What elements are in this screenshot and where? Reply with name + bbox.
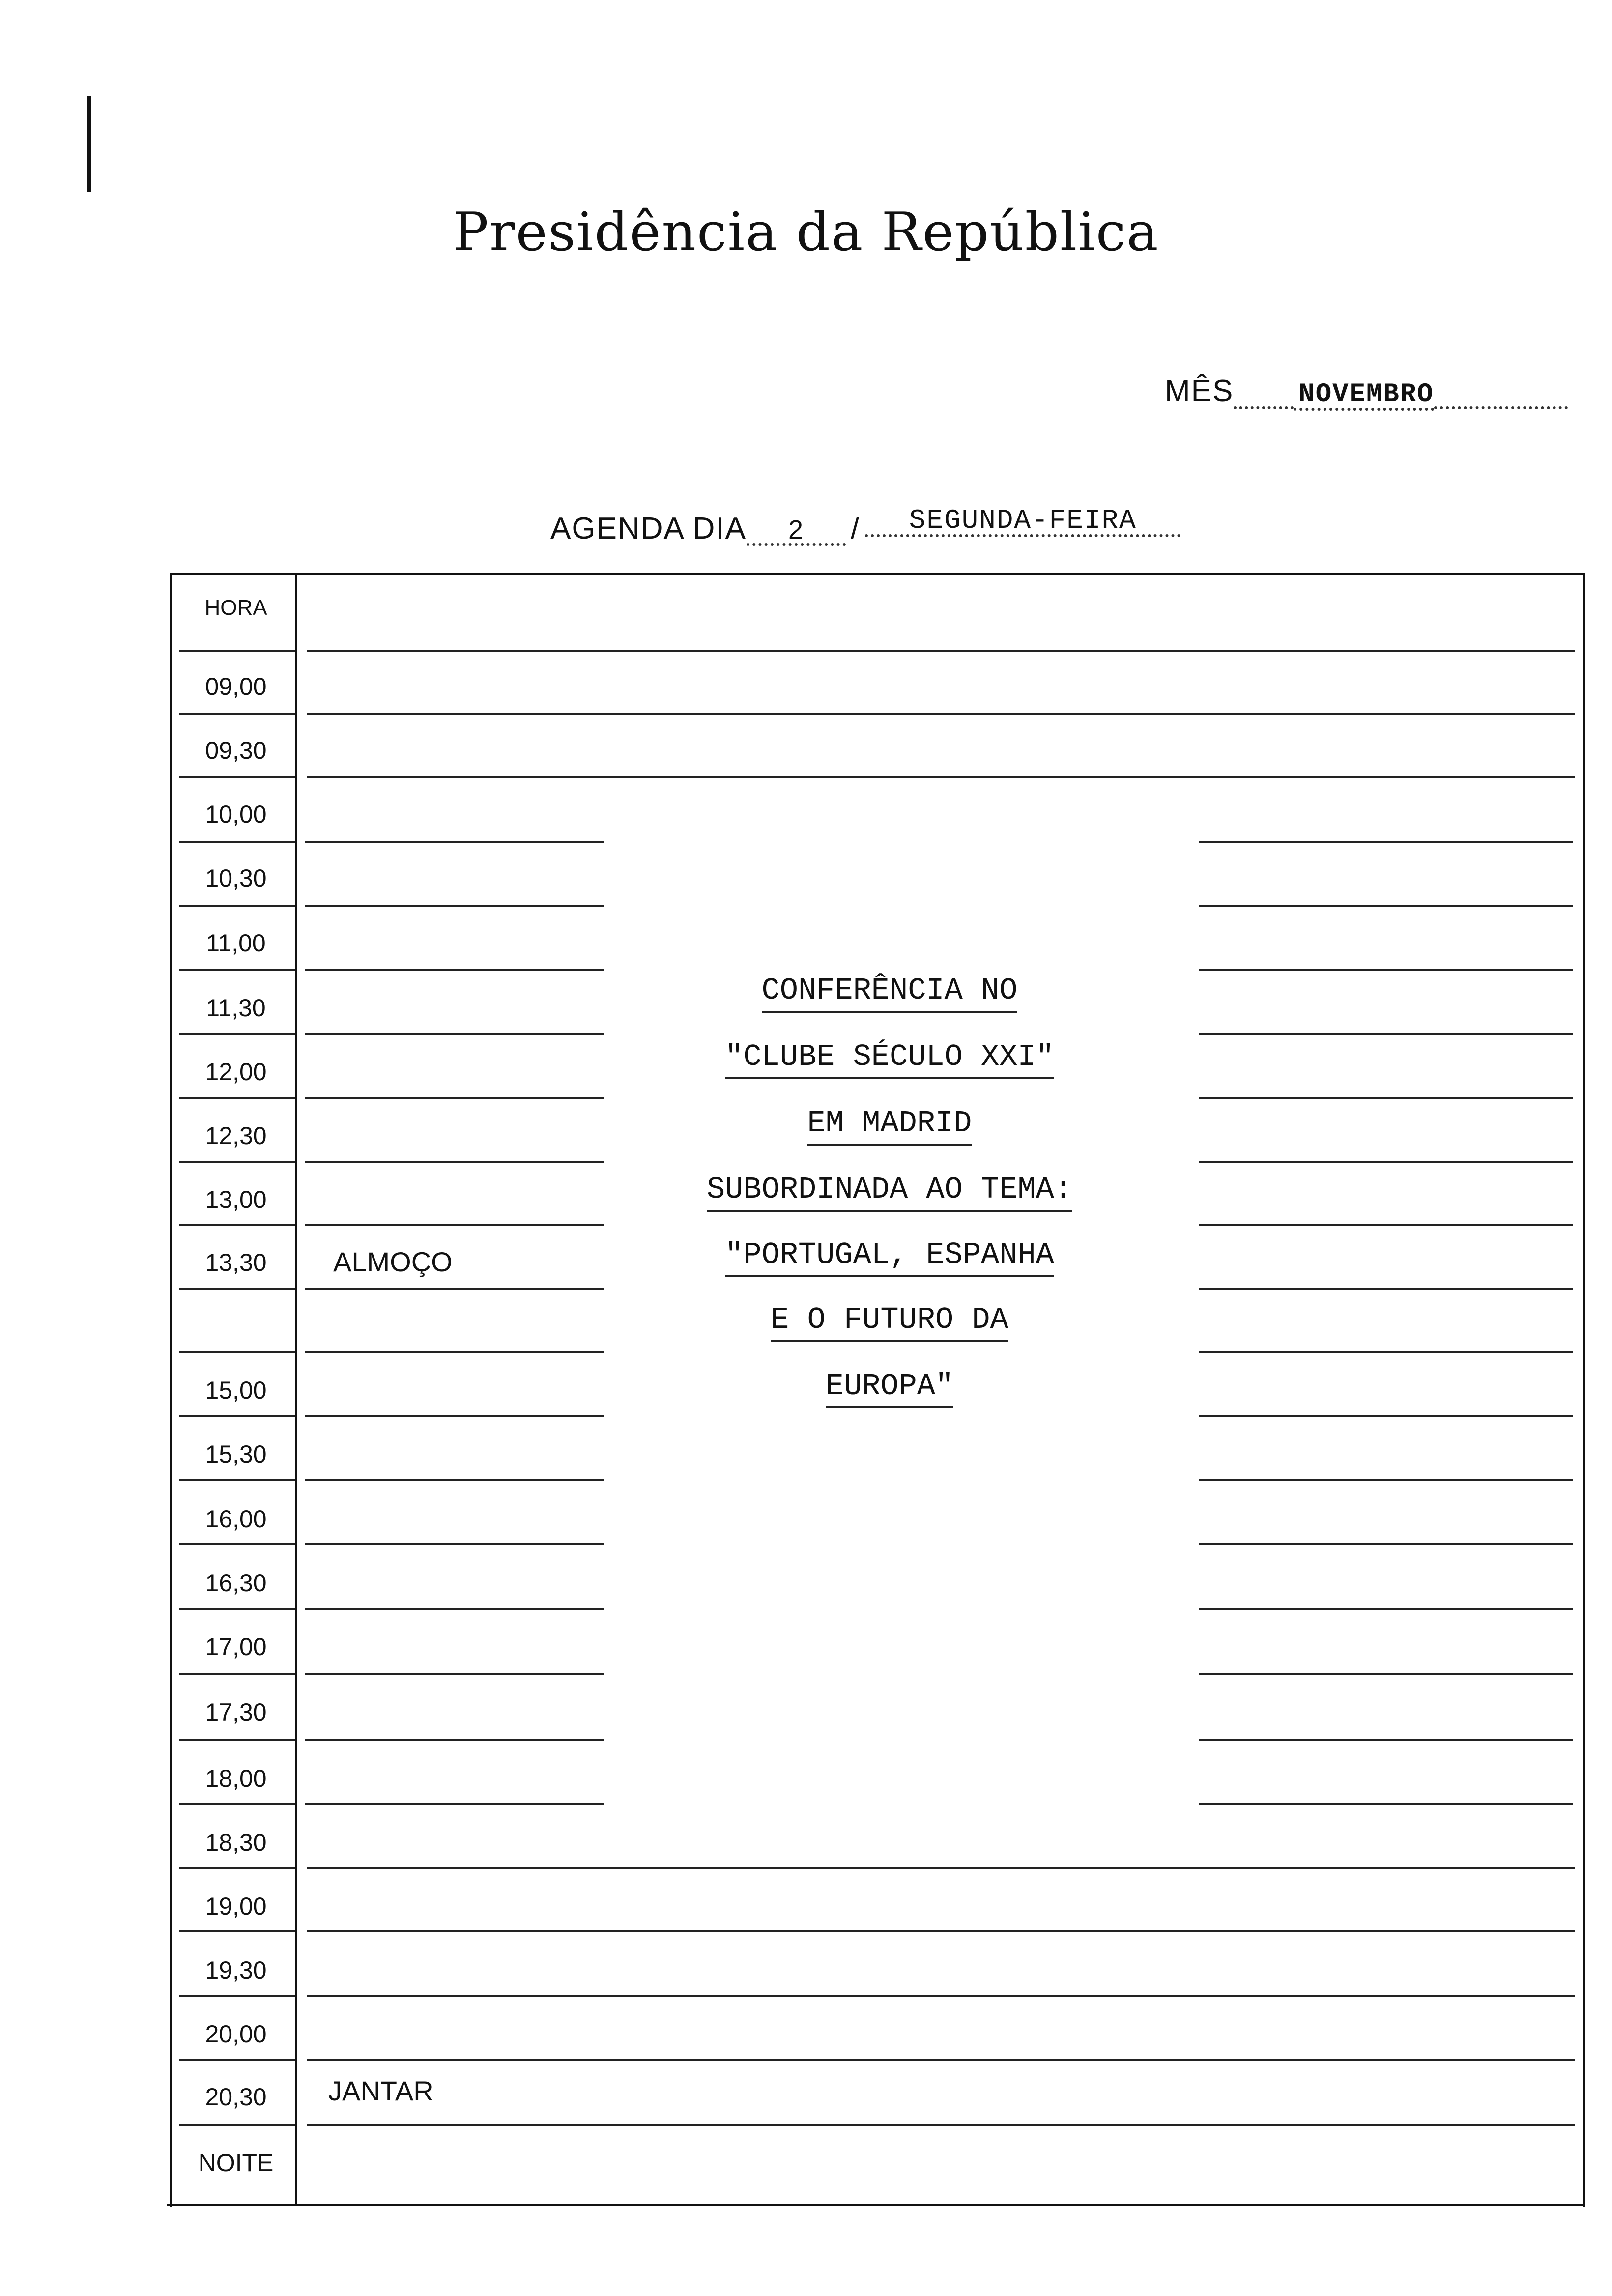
row-divider	[307, 1930, 1575, 1932]
row-divider	[179, 1097, 295, 1099]
row-divider	[307, 650, 1575, 652]
row-divider	[1199, 1351, 1573, 1353]
row-divider	[179, 905, 295, 907]
row-divider	[305, 1803, 604, 1805]
row-divider	[305, 1161, 604, 1163]
row-divider	[1199, 969, 1573, 971]
month-field	[1165, 373, 1568, 411]
hour-label: 18,30	[205, 1829, 267, 1856]
row-divider	[305, 1351, 604, 1353]
row-divider	[1199, 1097, 1573, 1099]
row-divider	[305, 1097, 604, 1099]
row-divider	[179, 713, 295, 715]
hour-label: 09,30	[205, 737, 267, 764]
hour-label: 17,00	[205, 1633, 267, 1661]
row-divider	[305, 905, 604, 907]
row-divider	[307, 1995, 1575, 1997]
row-divider	[179, 650, 295, 652]
row-divider	[179, 1351, 295, 1353]
row-divider	[307, 713, 1575, 715]
row-divider	[307, 2124, 1575, 2126]
row-divider	[307, 1867, 1575, 1869]
weekday: SEGUNDA-FEIRA	[865, 507, 1180, 537]
hour-label: 10,00	[205, 801, 267, 828]
hour-label: 11,30	[206, 994, 266, 1022]
row-divider	[1199, 905, 1573, 907]
lunch-note: ALMOÇO	[333, 1246, 453, 1277]
row-divider	[179, 969, 295, 971]
hour-label: 12,00	[205, 1058, 267, 1086]
row-divider	[179, 1479, 295, 1481]
row-divider	[1199, 841, 1573, 843]
agenda-day-field	[550, 505, 1180, 548]
row-divider	[179, 1033, 295, 1035]
row-divider	[305, 1415, 604, 1417]
row-divider	[1199, 1803, 1573, 1805]
row-divider	[179, 1739, 295, 1741]
hour-label: 15,00	[205, 1377, 267, 1404]
row-divider	[179, 1543, 295, 1545]
conference-line: SUBORDINADA AO TEMA:	[639, 1172, 1140, 1207]
row-divider	[305, 841, 604, 843]
row-divider	[1199, 1288, 1573, 1290]
row-divider	[179, 1995, 295, 1997]
hour-label: 19,30	[205, 1956, 267, 1984]
conference-line: "CLUBE SÉCULO XXI"	[639, 1039, 1140, 1074]
hour-label: 19,00	[205, 1893, 267, 1920]
row-divider	[179, 1288, 295, 1290]
row-divider	[179, 1224, 295, 1226]
hour-label: 13,30	[205, 1249, 267, 1276]
conference-line: CONFERÊNCIA NO	[639, 973, 1140, 1008]
row-divider	[1199, 1224, 1573, 1226]
row-divider	[305, 1224, 604, 1226]
row-divider	[179, 1930, 295, 1932]
page-title: Presidência da República	[453, 201, 1159, 263]
row-divider	[179, 1415, 295, 1417]
hour-label: 09,00	[205, 673, 267, 700]
hour-label: 16,00	[205, 1505, 267, 1533]
hour-column-divider	[295, 575, 297, 2204]
row-divider	[179, 1673, 295, 1675]
row-divider	[307, 776, 1575, 778]
conference-line: EUROPA"	[639, 1369, 1140, 1404]
row-divider	[179, 1161, 295, 1163]
hour-label: 13,00	[205, 1186, 267, 1213]
row-divider	[1199, 1608, 1573, 1610]
row-divider	[1199, 1543, 1573, 1545]
row-divider	[179, 776, 295, 778]
row-divider	[305, 1479, 604, 1481]
month-value: NOVEMBRO	[1294, 381, 1434, 411]
row-divider	[305, 1033, 604, 1035]
dinner-note: JANTAR	[328, 2075, 433, 2106]
hour-label: 12,30	[205, 1122, 267, 1149]
hour-label: 18,00	[205, 1765, 267, 1792]
row-divider	[1199, 1033, 1573, 1035]
conference-line: EM MADRID	[639, 1106, 1140, 1141]
hour-label: 10,30	[205, 864, 267, 892]
hour-label: 20,30	[205, 2083, 267, 2111]
conference-line: E O FUTURO DA	[639, 1302, 1140, 1337]
row-divider	[1199, 1673, 1573, 1675]
row-divider	[179, 1608, 295, 1610]
table-bottom-rule	[167, 2204, 1583, 2206]
row-divider	[307, 2059, 1575, 2061]
row-divider	[305, 969, 604, 971]
row-divider	[305, 1608, 604, 1610]
margin-mark	[87, 96, 91, 192]
row-divider	[1199, 1161, 1573, 1163]
hour-label: 16,30	[205, 1569, 267, 1597]
row-divider	[1199, 1479, 1573, 1481]
date-separator: /	[851, 512, 861, 545]
hora-header: HORA	[204, 596, 267, 620]
row-divider	[179, 1803, 295, 1805]
row-divider	[305, 1739, 604, 1741]
row-divider	[305, 1673, 604, 1675]
row-divider	[179, 2124, 295, 2126]
month-label: MÊS	[1165, 374, 1234, 408]
day-number: 2	[747, 517, 846, 546]
row-divider	[179, 841, 295, 843]
row-divider	[179, 2059, 295, 2061]
agenda-label: AGENDA DIA	[550, 512, 747, 545]
hour-label: 20,00	[205, 2020, 267, 2048]
hour-label: NOITE	[198, 2149, 274, 2177]
hour-label: 17,30	[205, 1698, 267, 1726]
hour-label: 11,00	[206, 929, 266, 957]
row-divider	[1199, 1739, 1573, 1741]
row-divider	[305, 1543, 604, 1545]
row-divider	[1199, 1415, 1573, 1417]
conference-line: "PORTUGAL, ESPANHA	[639, 1237, 1140, 1272]
row-divider	[305, 1288, 604, 1290]
row-divider	[179, 1867, 295, 1869]
hour-label: 15,30	[205, 1440, 267, 1468]
